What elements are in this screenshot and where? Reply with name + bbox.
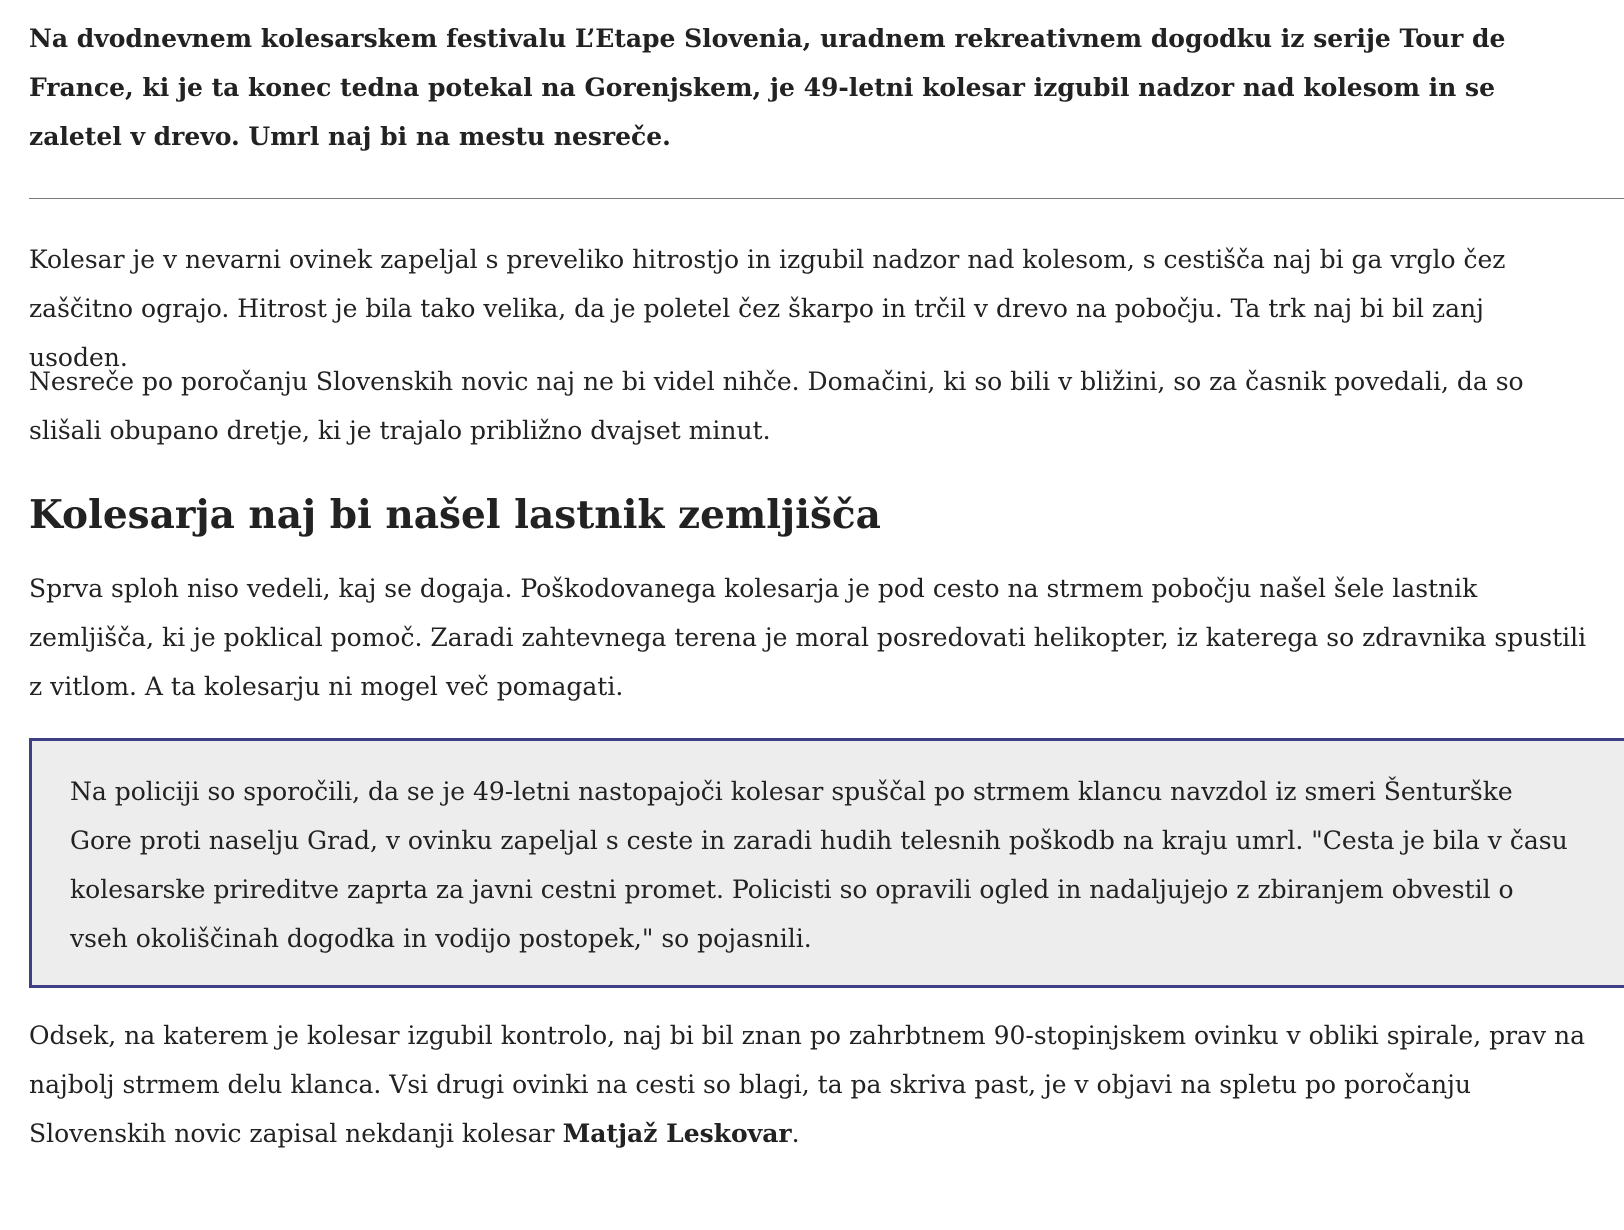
article-lead: Na dvodnevnem kolesarskem festivalu L’Etape Slovenia, uradnem rekreativnem dogodku iz serije Tour de France, ki je ta konec tedna potekal na Gorenjskem, je 49-letni kolesar izgubil nadzor nad kolesom in se zaletel v drevo. Umrl naj bi na mestu nesreče. xyxy=(29,24,1506,151)
paragraph-2: Nesreče po poročanju Slovenskih novic naj ne bi videl nihče. Domačini, ki so bili v bližini, so za časnik povedali, da so slišali obupano dretje, ki je trajalo približno dvajset minut. xyxy=(29,367,1524,445)
divider xyxy=(29,198,1624,199)
final-text-before: Odsek, na katerem je kolesar izgubil kontrolo, naj bi bil znan po zahrbtnem 90-stopinjskem ovinku v obliki spirale, prav na najbolj strmem delu klanca. Vsi drugi ovinki na cesti so blagi, ta pa skriva past, je v objavi na spletu po poročanju Slovenskih novic zapisal nekdanji kolesar xyxy=(29,1021,1586,1148)
quote-text: Na policiji so sporočili, da se je 49-letni nastopajoči kolesar spuščal po strmem klancu navzdol iz smeri Šenturške Gore proti naselju Grad, v ovinku zapeljal s ceste in zaradi hudih telesnih poškodb na kraju umrl. "Cesta je bila v času kolesarske prireditve zaprta za javni cestni promet. Policisti so opravili ogled in nadaljujejo z zbiranjem obvestil o vseh okoliščinah dogodka in vodijo postopek," so pojasnili. xyxy=(70,777,1568,953)
paragraph-final xyxy=(29,1011,1589,1158)
article-body xyxy=(29,0,1624,1148)
paragraph-3: Sprva sploh niso vedeli, kaj se dogaja. Poškodovanega kolesarja je pod cesto na strmem pobočju našel šele lastnik zemljišča, ki je poklical pomoč. Zaradi zahtevnega terena je moral posredovati helikopter, iz katerega so zdravnika spustili z vitlom. A ta kolesarju ni mogel več pomagati. xyxy=(29,574,1587,701)
paragraph-1: Kolesar je v nevarni ovinek zapeljal s preveliko hitrostjo in izgubil nadzor nad kolesom, s cestišča naj bi ga vrglo čez zaščitno ograjo. Hitrost je bila tako velika, da je poletel čez škarpo in trčil v drevo na pobočju. Ta trk naj bi bil zanj usoden. xyxy=(29,245,1506,372)
final-text-after: . xyxy=(791,1119,800,1148)
cyclist-name: Matjaž Leskovar xyxy=(562,1119,792,1148)
subheading: Kolesarja naj bi našel lastnik zemljišča xyxy=(29,492,881,538)
police-quote xyxy=(29,738,1624,988)
